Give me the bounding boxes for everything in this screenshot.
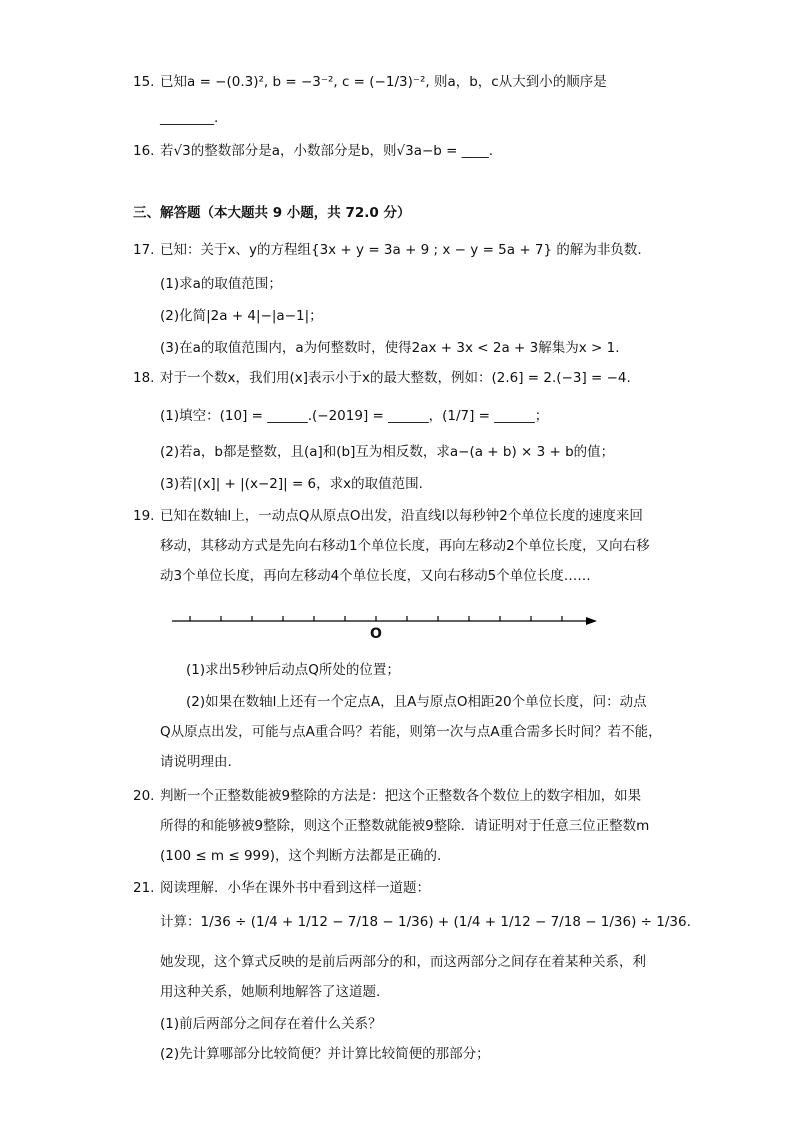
question-20-line-2: 所得的和能够被9整除，则这个正整数就能被9整除．请证明对于任意三位正整数m xyxy=(160,818,650,834)
question-number-19: 19. xyxy=(133,508,155,524)
question-19-line-1: 已知在数轴l上，一动点Q从原点O出发，沿直线l以每秒钟2个单位长度的速度来回 xyxy=(160,508,643,524)
section-title: 三、解答题（本大题共 9 小题，共 72.0 分） xyxy=(133,205,411,221)
question-21-line-3: 用这种关系，她顺利地解答了这道题. xyxy=(160,984,381,1000)
question-number-16: 16. xyxy=(133,143,155,159)
question-18-part-2: (2)若a，b都是整数，且(a]和(b]互为相反数，求a−(a + b) × 3 + b的值； xyxy=(160,444,615,460)
question-17-part-3: (3)在a的取值范围内，a为何整数时，使得2ax + 3x < 2a + 3解集为x > 1. xyxy=(160,340,620,356)
question-19-part-2-line-3: 请说明理由. xyxy=(160,754,232,770)
question-18-part-1: (1)填空：(10] = ______.(−2019] = ______，(1/7] = ______； xyxy=(160,408,549,424)
question-18-text: 对于一个数x，我们用(x]表示小于x的最大整数，例如：(2.6] = 2.(−3] = −4. xyxy=(160,370,631,386)
question-number-15: 15. xyxy=(133,74,155,90)
question-number-21: 21. xyxy=(133,880,155,896)
question-21-calculation: 计算：1/36 ÷ (1/4 + 1/12 − 7/18 − 1/36) + (1/4 + 1/12 − 7/18 − 1/36) ÷ 1/36. xyxy=(160,914,691,930)
question-19-part-1: (1)求出5秒钟后动点Q所处的位置； xyxy=(186,662,400,678)
question-18-part-3: (3)若|(x]| + |(x−2]| = 6，求x的取值范围. xyxy=(160,476,423,492)
origin-label: O xyxy=(370,626,382,642)
question-19-part-2-line-1: (2)如果在数轴l上还有一个定点A，且A与原点O相距20个单位长度，问：动点 xyxy=(186,694,647,710)
question-21-part-2: (2)先计算哪部分比较简便？并计算比较简便的那部分； xyxy=(160,1046,490,1062)
question-20-line-3: (100 ≤ m ≤ 999)，这个判断方法都是正确的. xyxy=(160,848,442,864)
question-21-line-1: 阅读理解．小华在课外书中看到这样一道题： xyxy=(160,880,430,896)
question-21-part-1: (1)前后两部分之间存在着什么关系？ xyxy=(160,1016,382,1032)
question-17-text: 已知：关于x、y的方程组{3x + y = 3a + 9 ; x − y = 5a + 7} 的解为非负数. xyxy=(160,242,642,258)
number-line-ticks xyxy=(190,616,562,621)
question-20-line-1: 判断一个正整数能被9整除的方法是：把这个正整数各个数位上的数字相加，如果 xyxy=(160,788,642,804)
question-19-line-3: 动3个单位长度，再向左移动4个单位长度，又向右移动5个单位长度…… xyxy=(160,568,591,584)
question-21-line-2: 她发现，这个算式反映的是前后两部分的和，而这两部分之间存在着某种关系，利 xyxy=(160,954,646,970)
question-19-part-2-line-2: Q从原点出发，可能与点A重合吗？若能，则第一次与点A重合需多长时间？若不能， xyxy=(160,724,662,740)
number-line-arrow-icon xyxy=(586,617,597,625)
question-number-20: 20. xyxy=(133,788,155,804)
question-number-18: 18. xyxy=(133,370,155,386)
question-19-line-2: 移动，其移动方式是先向右移动1个单位长度，再向左移动2个单位长度，又向右移 xyxy=(160,538,650,554)
question-17-part-2: (2)化简|2a + 4|−|a−1|； xyxy=(160,308,323,324)
question-number-17: 17. xyxy=(133,242,155,258)
question-15-answer-blank: ________. xyxy=(160,110,219,126)
question-16-text: 若√3的整数部分是a，小数部分是b，则√3a−b = ____. xyxy=(160,143,494,159)
question-17-part-1: (1)求a的取值范围； xyxy=(160,276,282,292)
question-15-text: 已知a = −(0.3)², b = −3⁻², c = (−1/3)⁻², 则a，b，c从大到小的顺序是 xyxy=(160,74,607,90)
